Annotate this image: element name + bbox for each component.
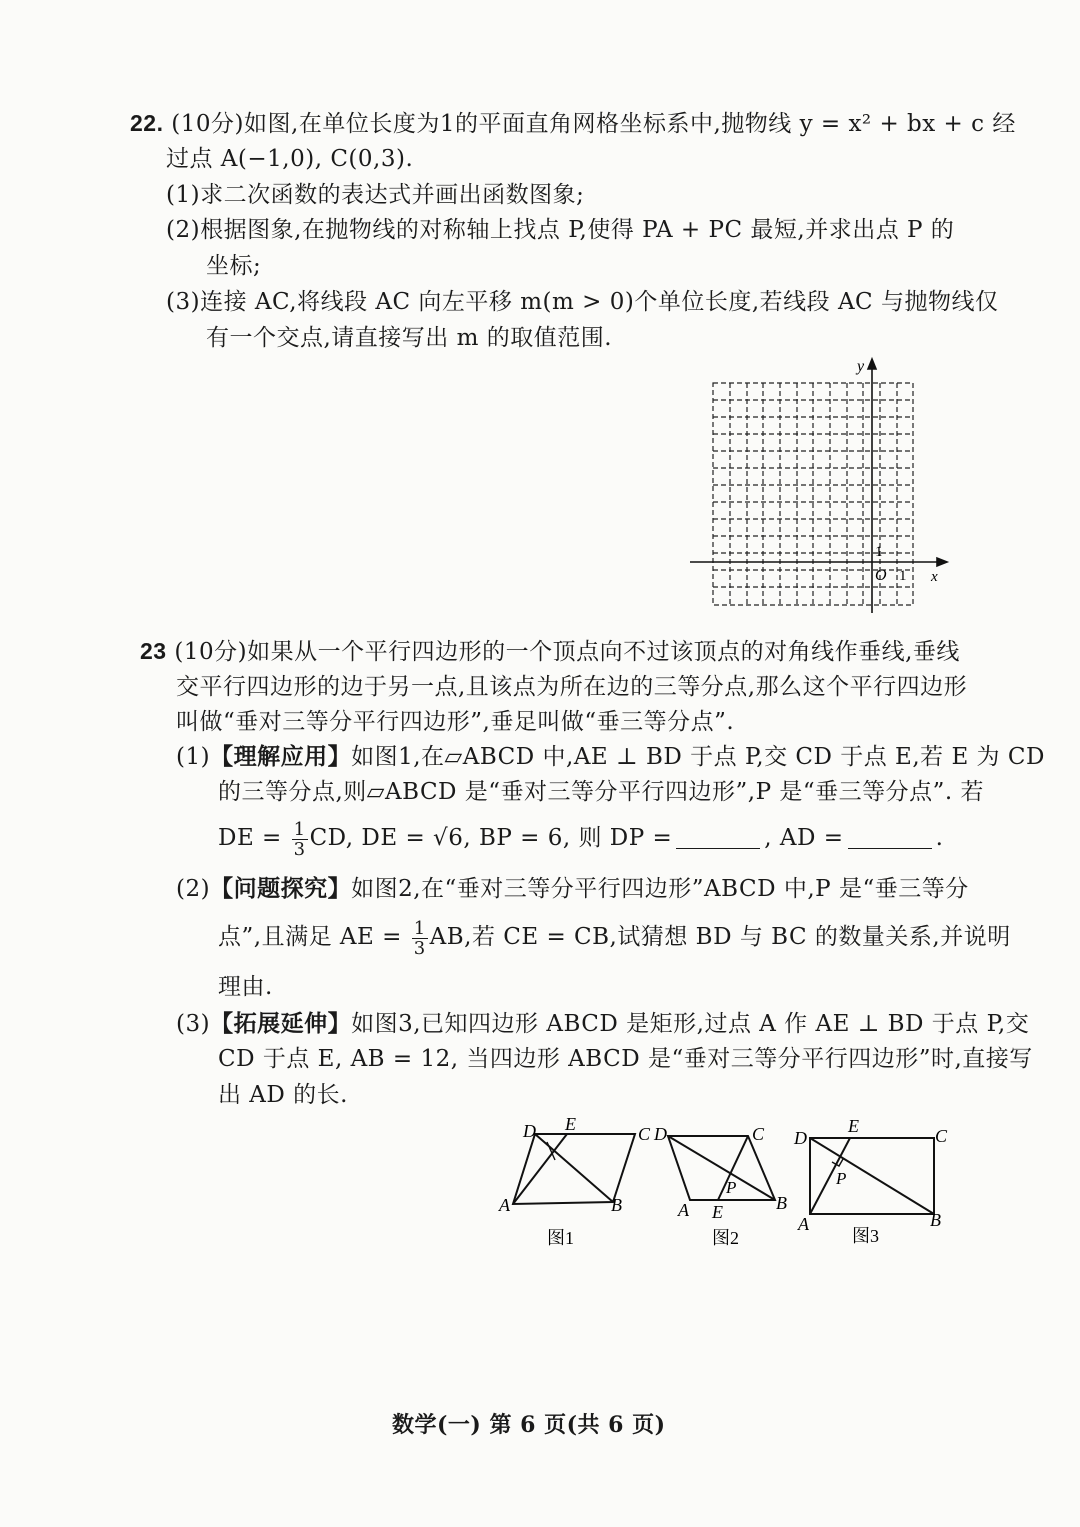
q23-part1-fraction	[292, 820, 308, 859]
q23-part1-eq-c: , AD =	[764, 825, 844, 851]
y-axis-label: y	[857, 358, 865, 375]
q22-coordinate-grid	[685, 355, 955, 615]
fig1-segment-ae	[513, 1134, 567, 1204]
fraction-denominator: 3	[293, 838, 306, 860]
q23-part3-line3: 出 AD 的长.	[218, 1082, 348, 1108]
q23-part3-line1	[176, 1009, 1029, 1039]
answer-blank-ad[interactable]	[848, 826, 932, 849]
fig1-label-c: C	[638, 1124, 651, 1144]
q23-part2-line3: 理由.	[218, 974, 273, 1000]
q22-stem-1: (10分)如图,在单位长度为1的平面直角网格坐标系中,抛物线 y = x² + bx + c 经	[171, 111, 1016, 137]
figure-1	[495, 1112, 660, 1252]
q23-part2-fraction	[412, 919, 428, 958]
q23-line1	[140, 636, 960, 667]
fraction-numerator: 1	[293, 818, 306, 840]
fig2-label-c: C	[752, 1124, 765, 1144]
q23-part2-line2b: AB,若 CE = CB,试猜想 BD 与 BC 的数量关系,并说明	[429, 924, 1011, 950]
q23-part3-prefix: (3)	[176, 1011, 211, 1037]
fraction-numerator: 1	[413, 917, 426, 939]
fig1-caption: 图1	[547, 1228, 574, 1248]
fig2-label-e: E	[712, 1202, 723, 1222]
q23-stem-3: 叫做“垂对三等分平行四边形”,垂足叫做“垂三等分点”.	[176, 709, 735, 735]
q23-part2-line2a: 点”,且满足 AE =	[218, 924, 402, 950]
q22-part2-line2: 坐标;	[206, 253, 262, 279]
origin-label: O	[875, 567, 887, 584]
q23-part1-line2: 的三等分点,则▱ABCD 是“垂对三等分平行四边形”,P 是“垂三等分点”. 若	[218, 779, 985, 805]
fig3-label-e: E	[848, 1116, 859, 1136]
x-unit-label: 1	[899, 568, 907, 584]
figure-3	[792, 1112, 952, 1252]
fig1-label-b: B	[611, 1195, 622, 1215]
fig3-label-d: D	[794, 1128, 807, 1148]
fig1-diagonal-bd	[535, 1134, 613, 1202]
fig1-label-a: A	[499, 1195, 510, 1215]
fig3-diagonal-bd	[810, 1138, 934, 1214]
y-unit-label: 1	[875, 544, 883, 560]
q23-stem-2: 交平行四边形的边于另一点,且该点为所在边的三等分点,那么这个平行四边形	[176, 674, 968, 700]
q22-part1: (1)求二次函数的表达式并画出函数图象;	[166, 182, 585, 208]
q22-part3-line1: (3)连接 AC,将线段 AC 向左平移 m(m > 0)个单位长度,若线段 AC 与抛物线仅	[166, 289, 999, 315]
q22-part3-line2: 有一个交点,请直接写出 m 的取值范围.	[206, 325, 613, 351]
q23-part1-prefix: (1)	[176, 744, 211, 770]
x-axis-label: x	[931, 569, 938, 585]
q23-part1-text: 如图1,在▱ABCD 中,AE ⊥ BD 于点 P,交 CD 于点 E,若 E 为 CD	[351, 744, 1045, 770]
q23-part1-equation	[218, 818, 943, 859]
q23-part1-eq-end: .	[935, 825, 944, 851]
q23-part1-line1	[176, 742, 1045, 772]
page-footer: 数学(一) 第 6 页(共 6 页)	[392, 1412, 666, 1438]
fig1-label-d: D	[523, 1121, 536, 1141]
q22-line1	[130, 108, 1016, 139]
q23-part2-line2	[218, 917, 1011, 958]
answer-blank-dp[interactable]	[676, 826, 760, 849]
q23-part1-eq-b: CD, DE = √6, BP = 6, 则 DP =	[309, 825, 673, 851]
figure-2	[650, 1112, 795, 1252]
fig2-label-p: P	[726, 1178, 737, 1197]
y-axis-arrow	[868, 359, 876, 369]
q23-part3-text: 如图3,已知四边形 ABCD 是矩形,过点 A 作 AE ⊥ BD 于点 P,交	[351, 1011, 1030, 1037]
q22-part2-line1: (2)根据图象,在抛物线的对称轴上找点 P,使得 PA + PC 最短,并求出点 P 的	[166, 217, 955, 243]
q23-part1-eq-a: DE =	[218, 825, 282, 851]
q23-part2-tag: 【问题探究】	[210, 875, 352, 902]
fig2-caption: 图2	[712, 1228, 739, 1248]
x-axis-arrow	[937, 558, 947, 566]
q23-part2-text: 如图2,在“垂对三等分平行四边形”ABCD 中,P 是“垂三等分	[351, 876, 969, 902]
fig3-caption: 图3	[852, 1226, 879, 1246]
q23-number: 23	[140, 638, 167, 664]
q23-stem-1: (10分)如果从一个平行四边形的一个顶点向不过该顶点的对角线作垂线,垂线	[174, 639, 960, 665]
fig2-label-b: B	[776, 1193, 787, 1213]
fraction-denominator: 3	[413, 937, 426, 959]
q22-stem-2: 过点 A(−1,0), C(0,3).	[166, 146, 414, 172]
fig2-label-d: D	[654, 1124, 667, 1144]
q23-part2-prefix: (2)	[176, 876, 211, 902]
fig3-label-p: P	[836, 1169, 847, 1188]
fig1-label-e: E	[565, 1114, 576, 1134]
fig3-label-c: C	[935, 1126, 948, 1146]
q23-part2-line1	[176, 874, 969, 904]
fig3-label-b: B	[930, 1210, 941, 1230]
q22-number: 22.	[130, 110, 164, 136]
q23-part3-tag: 【拓展延伸】	[210, 1010, 352, 1037]
q23-part1-tag: 【理解应用】	[210, 743, 352, 770]
q23-part3-line2: CD 于点 E, AB = 12, 当四边形 ABCD 是“垂对三等分平行四边形”时,直接写	[218, 1046, 1033, 1072]
fig2-label-a: A	[678, 1200, 689, 1220]
fig3-label-a: A	[798, 1214, 809, 1234]
